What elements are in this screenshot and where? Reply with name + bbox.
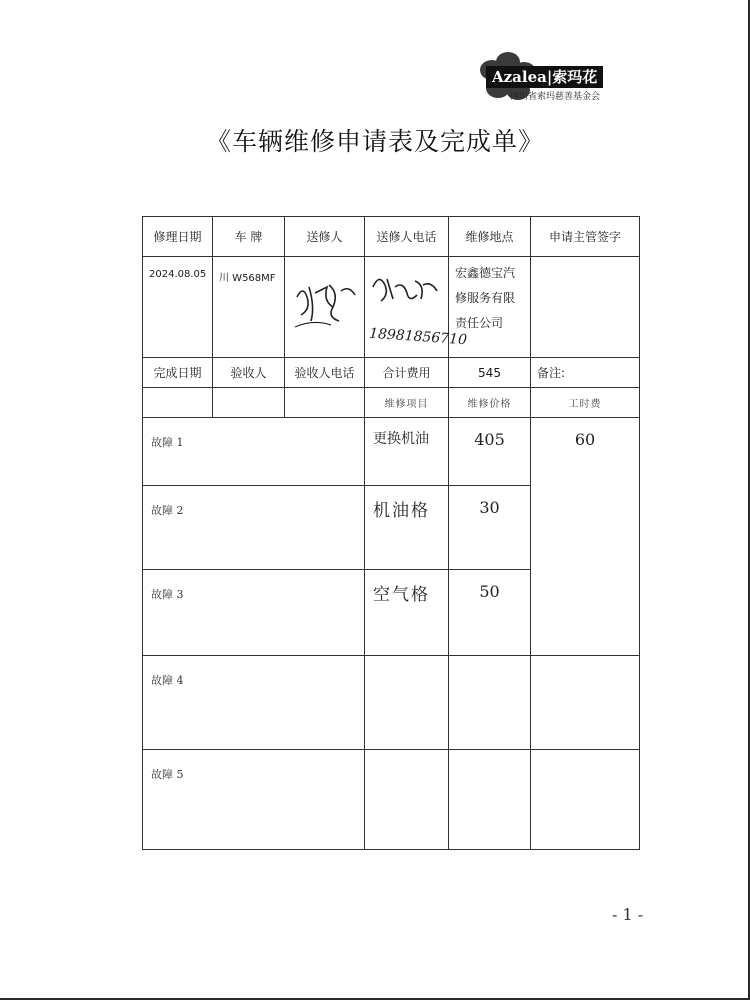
supervisor-signature [531, 257, 640, 358]
header-repair-date: 修理日期 [143, 217, 213, 257]
header-completion-date: 完成日期 [143, 358, 213, 388]
fault-4-item [365, 656, 449, 750]
sender-signature-scribble [285, 257, 365, 353]
foundation-logo [470, 48, 640, 106]
fault-3-label: 故障 3 [143, 570, 365, 656]
phone-signature-scribble [365, 257, 449, 317]
completion-row [143, 388, 640, 418]
total-cost: 545 [449, 358, 531, 388]
fault-5-item [365, 750, 449, 850]
fault-4-price [449, 656, 531, 750]
fault-2-label: 故障 2 [143, 486, 365, 570]
fault-5-label: 故障 5 [143, 750, 365, 850]
logo-brand: Azalea|索玛花 [486, 66, 603, 88]
location-line-2: 修服务有限 [455, 291, 516, 305]
fault-5-labor [531, 750, 640, 850]
logo-org-name: 四川省索玛慈善基金会 [510, 92, 601, 102]
fault-row-1 [143, 418, 640, 486]
request-row [143, 257, 640, 358]
fault-5-price [449, 750, 531, 850]
repair-date: 2024.08.05 [143, 257, 213, 358]
items-header-price: 维修价格 [449, 388, 531, 418]
completion-date [143, 388, 213, 418]
header-location: 维修地点 [449, 217, 531, 257]
items-header-labor: 工时费 [531, 388, 640, 418]
remarks-label: 备注: [531, 358, 640, 388]
location-line-3: 责任公司 [455, 316, 504, 330]
fault-4-label: 故障 4 [143, 656, 365, 750]
fault-row-5 [143, 750, 640, 850]
header-supervisor-signature: 申请主管签字 [531, 217, 640, 257]
header-sender-phone: 送修人电话 [365, 217, 449, 257]
header-inspector-phone: 验收人电话 [285, 358, 365, 388]
location-line-1: 宏鑫德宝汽 [455, 266, 516, 280]
plate-number: 川 W568MF [213, 257, 285, 358]
page-number: - 1 - [612, 905, 644, 924]
fault-2-item: 机油格 [365, 486, 449, 570]
header-inspector: 验收人 [213, 358, 285, 388]
header-sender: 送修人 [285, 217, 365, 257]
sender-phone-cell [365, 257, 468, 358]
fault-1-price: 405 [449, 418, 531, 486]
items-header-item: 维修项目 [365, 388, 449, 418]
inspector [213, 388, 285, 418]
fault-row-4 [143, 656, 640, 750]
header-row-1 [143, 217, 640, 257]
fault-1-item: 更换机油 [365, 418, 449, 486]
labor-fee: 60 [531, 418, 640, 656]
header-total-cost: 合计费用 [365, 358, 449, 388]
document-title: 《车辆维修申请表及完成单》 [205, 127, 544, 156]
sender-signature [285, 257, 365, 358]
header-row-2 [143, 358, 640, 388]
sender-phone: 18981856710 [368, 325, 468, 349]
header-plate: 车 牌 [213, 217, 285, 257]
fault-2-price: 30 [449, 486, 531, 570]
fault-3-item: 空气格 [365, 570, 449, 656]
inspector-phone [285, 388, 365, 418]
fault-4-labor [531, 656, 640, 750]
repair-form-table [142, 216, 640, 850]
fault-1-label: 故障 1 [143, 418, 365, 486]
fault-3-price: 50 [449, 570, 531, 656]
